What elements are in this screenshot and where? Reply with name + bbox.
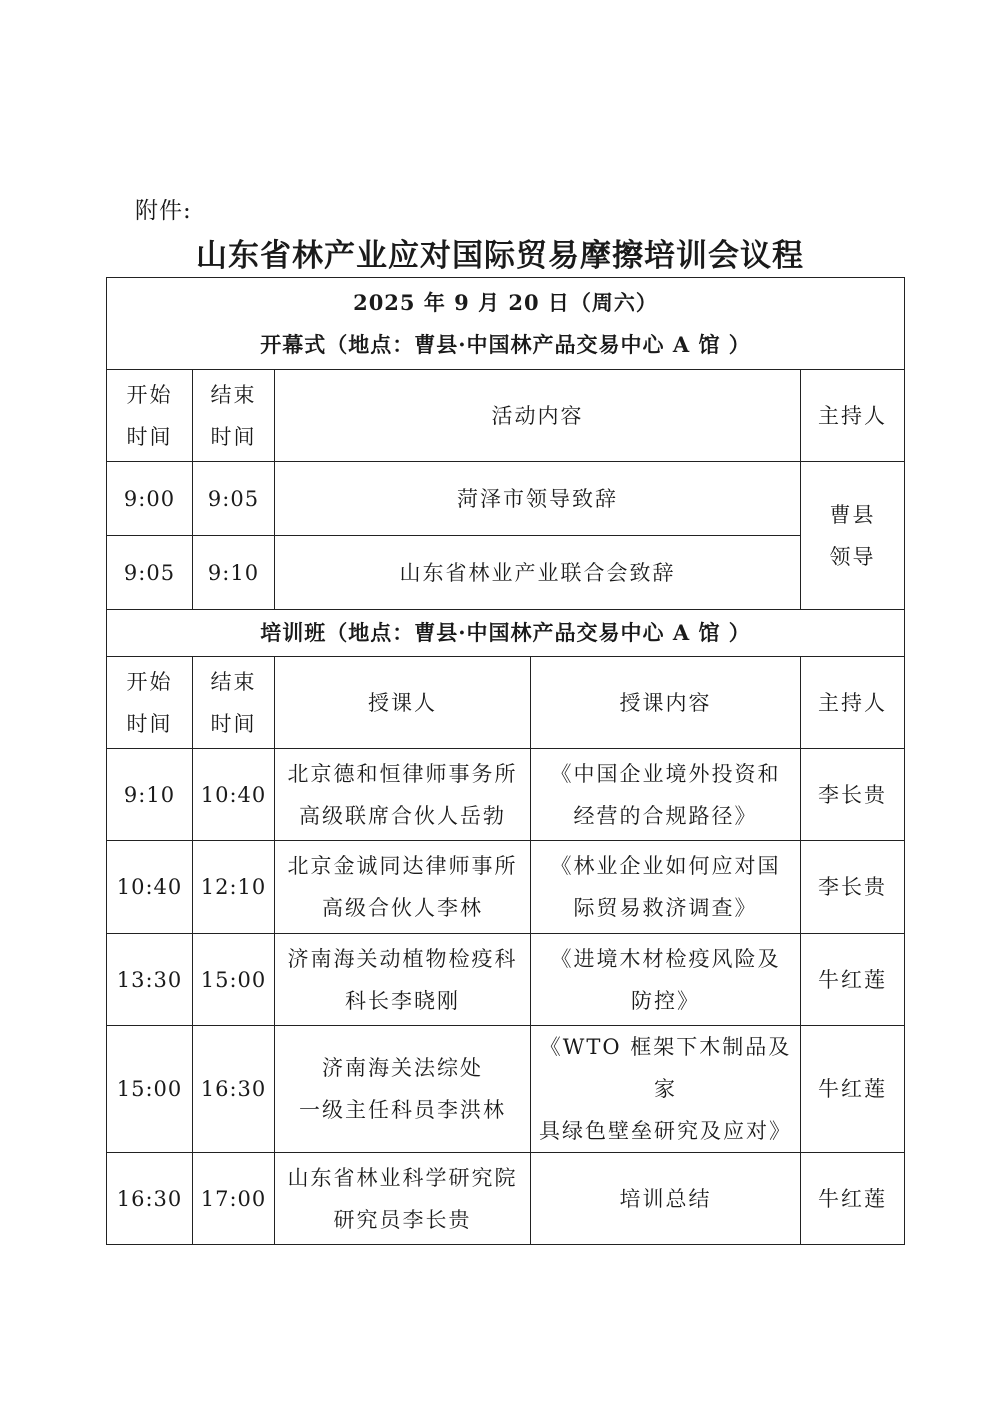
col-end-line1: 结束: [210, 669, 257, 694]
training-row-topic: [531, 749, 801, 841]
training-row-end: 15:00: [193, 934, 275, 1026]
training-row-speaker: [275, 749, 531, 841]
opening-row: [107, 462, 905, 536]
date-header-row: [107, 278, 905, 370]
topic-line2: 防控》: [631, 988, 700, 1013]
training-row-start: 9:10: [107, 749, 193, 841]
training-row: [107, 749, 905, 841]
training-row-end: 10:40: [193, 749, 275, 841]
training-row-topic: 培训总结: [531, 1153, 801, 1245]
training-col-topic: 授课内容: [531, 657, 801, 749]
opening-row-start: 9:05: [107, 536, 193, 610]
topic-line1: 《中国企业境外投资和: [550, 761, 781, 786]
topic-line1: 《进境木材检疫风险及: [550, 946, 781, 971]
topic-line2: 具绿色壁垒研究及应对》: [539, 1119, 792, 1143]
opening-col-host: 主持人: [801, 370, 905, 462]
opening-col-start: [107, 370, 193, 462]
speaker-line2: 研究员李长贵: [333, 1207, 472, 1232]
opening-row-start: 9:00: [107, 462, 193, 536]
training-row-topic: [531, 934, 801, 1026]
speaker-line1: 北京德和恒律师事务所: [287, 761, 518, 786]
training-col-end: [193, 657, 275, 749]
opening-row-content: 菏泽市领导致辞: [275, 462, 801, 536]
training-row-host: 李长贵: [801, 841, 905, 934]
training-row-topic: [531, 1026, 801, 1153]
training-row-host: 牛红莲: [801, 934, 905, 1026]
training-row-speaker: [275, 841, 531, 934]
col-start-line1: 开始: [126, 382, 173, 407]
document-title: 山东省林产业应对国际贸易摩擦培训会议程: [196, 238, 804, 274]
training-row-start: 16:30: [107, 1153, 193, 1245]
topic-line2: 经营的合规路径》: [573, 803, 758, 828]
agenda-table: [106, 277, 905, 1245]
training-row-start: 13:30: [107, 934, 193, 1026]
training-row: [107, 1153, 905, 1245]
topic-line1: 《林业企业如何应对国: [550, 854, 781, 878]
col-start-line1: 开始: [126, 669, 173, 694]
speaker-line1: 济南海关法综处: [322, 1056, 483, 1080]
training-row-host: 牛红莲: [801, 1026, 905, 1153]
opening-host-line2: 领导: [829, 544, 876, 569]
opening-heading: 开幕式（地点：曹县·中国林产品交易中心 A 馆 ）: [260, 331, 751, 357]
training-row-speaker: [275, 1153, 531, 1245]
speaker-line2: 高级合伙人李林: [322, 896, 483, 920]
col-end-line1: 结束: [210, 382, 257, 407]
training-col-host: 主持人: [801, 657, 905, 749]
training-row-speaker: [275, 1026, 531, 1153]
training-row-start: 15:00: [107, 1026, 193, 1153]
training-row-end: 12:10: [193, 841, 275, 934]
speaker-line1: 山东省林业科学研究院: [287, 1165, 518, 1190]
speaker-line2: 一级主任科员李洪林: [299, 1098, 506, 1122]
training-col-start: [107, 657, 193, 749]
opening-col-end: [193, 370, 275, 462]
date-line: 2025 年 9 月 20 日（周六）: [353, 289, 658, 315]
opening-row-end: 9:10: [193, 536, 275, 610]
date-header-cell: [107, 278, 905, 370]
col-start-line2: 时间: [126, 424, 173, 449]
topic-line1: 《WTO 框架下木制品及家: [539, 1035, 792, 1101]
topic-line2: 际贸易救济调查》: [573, 896, 758, 920]
opening-column-header-row: [107, 370, 905, 462]
opening-host-cell: [801, 462, 905, 610]
speaker-line1: 济南海关动植物检疫科: [287, 946, 518, 971]
attachment-label: 附件:: [135, 198, 192, 224]
training-row-end: 17:00: [193, 1153, 275, 1245]
speaker-line2: 科长李晓刚: [345, 988, 460, 1013]
training-header-row: [107, 610, 905, 657]
speaker-line2: 高级联席合伙人岳勃: [299, 803, 506, 828]
training-row-host: 牛红莲: [801, 1153, 905, 1245]
training-row-start: 10:40: [107, 841, 193, 934]
opening-row: [107, 536, 905, 610]
training-row-topic: [531, 841, 801, 934]
training-heading: 培训班（地点：曹县·中国林产品交易中心 A 馆 ）: [107, 610, 905, 657]
training-column-header-row: [107, 657, 905, 749]
col-start-line2: 时间: [126, 711, 173, 736]
training-row-speaker: [275, 934, 531, 1026]
training-row: [107, 841, 905, 934]
training-row: [107, 934, 905, 1026]
opening-col-content: 活动内容: [275, 370, 801, 462]
opening-host-line1: 曹县: [829, 502, 876, 527]
opening-row-end: 9:05: [193, 462, 275, 536]
training-col-speaker: 授课人: [275, 657, 531, 749]
col-end-line2: 时间: [210, 711, 257, 736]
training-row: [107, 1026, 905, 1153]
training-row-end: 16:30: [193, 1026, 275, 1153]
speaker-line1: 北京金诚同达律师事所: [287, 854, 518, 878]
opening-row-content: 山东省林业产业联合会致辞: [275, 536, 801, 610]
col-end-line2: 时间: [210, 424, 257, 449]
training-row-host: 李长贵: [801, 749, 905, 841]
